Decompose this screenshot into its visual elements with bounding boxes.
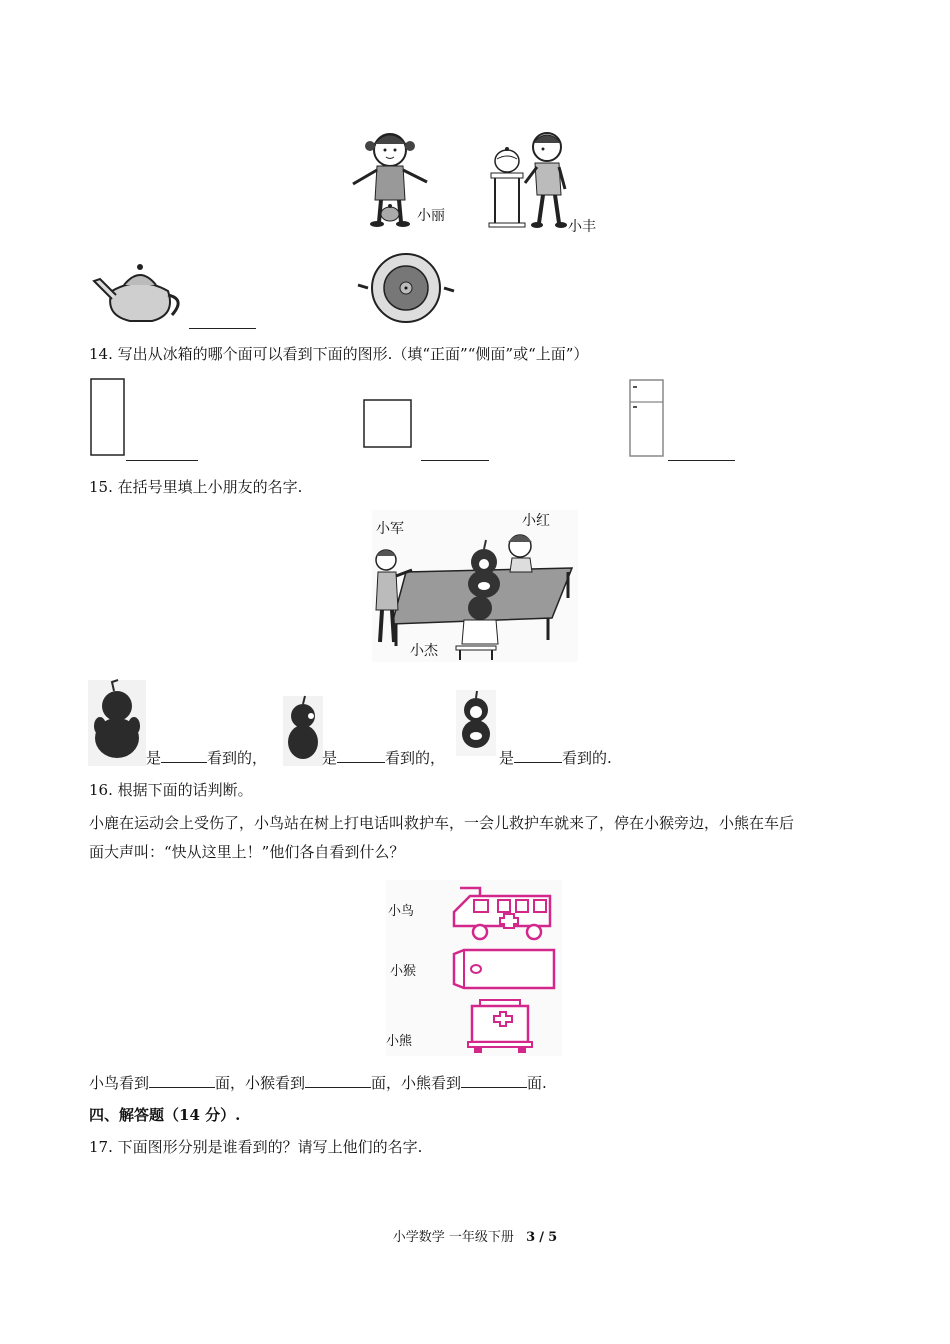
q15-question: 15. 在括号里填上小朋友的名字. — [89, 478, 303, 496]
label-xiaohong: 小红 — [522, 513, 550, 529]
label-bear: 小熊 — [386, 1034, 413, 1049]
q15-answer-row-1: 是 看到的， — [146, 749, 268, 767]
q16-answer-row: 小鸟看到 面，小猴看到 面，小熊看到 面. — [89, 1074, 547, 1092]
label-monkey: 小猴 — [390, 964, 417, 979]
teapot-side-view-image — [90, 255, 190, 327]
label-xiaojie: 小杰 — [410, 643, 438, 659]
q15-answer-blank-2[interactable] — [337, 748, 385, 763]
footer-subject: 小学数学 一年级下册 — [392, 1230, 514, 1245]
doll-side-view-silhouette — [283, 696, 323, 766]
label-bird: 小鸟 — [388, 904, 415, 919]
footer-separator: / — [539, 1230, 545, 1245]
fridge-side-face-shape — [628, 378, 668, 458]
doll-back-view-silhouette — [88, 680, 146, 766]
ambulance-side-view-image — [450, 882, 560, 944]
footer-page-number: 3 — [526, 1230, 536, 1245]
footer-total-pages: 5 — [548, 1230, 558, 1245]
q13-answer-blank[interactable] — [189, 314, 256, 329]
q16-story-line-2: 面大声叫：“快从这里上！”他们各自看到什么？ — [89, 843, 405, 861]
q14-answer-blank-2[interactable] — [421, 446, 489, 461]
teapot-top-view-image — [358, 252, 454, 322]
label-xiaoli: 小丽 — [417, 208, 445, 224]
label-xiaojun: 小军 — [376, 521, 404, 537]
q15-answer-row-3: 是 看到的. — [499, 749, 612, 767]
page-footer — [0, 1226, 950, 1245]
section-4-heading: 四、解答题（14 分）. — [89, 1106, 241, 1124]
ambulance-back-view-image — [466, 998, 536, 1054]
q14-answer-blank-3[interactable] — [668, 446, 735, 461]
q15-answer-blank-1[interactable] — [161, 748, 207, 763]
q15-answer-row-2: 是 看到的， — [322, 749, 446, 767]
q14-question: 14. 写出从冰箱的哪个面可以看到下面的图形.（填“正面”“侧面”或“上面”） — [89, 345, 589, 363]
q14-answer-blank-1[interactable] — [126, 446, 198, 461]
q16-answer-blank-monkey[interactable] — [305, 1073, 371, 1088]
q16-answer-blank-bear[interactable] — [461, 1073, 527, 1088]
doll-front-view-silhouette — [456, 690, 496, 756]
q16-question: 16. 根据下面的话判断。 — [89, 781, 253, 799]
ambulance-top-view-image — [450, 948, 560, 992]
label-xiaofeng: 小丰 — [568, 219, 596, 235]
q17-question: 17. 下面图形分别是谁看到的？请写上他们的名字. — [89, 1138, 423, 1156]
girl-with-teapot-illustration — [345, 122, 465, 232]
q16-story-line-1: 小鹿在运动会上受伤了，小鸟站在树上打电话叫救护车，一会儿救护车就来了，停在小猴旁边，小熊在车后 — [89, 814, 795, 832]
q15-answer-blank-3[interactable] — [514, 748, 562, 763]
fridge-front-face-shape — [89, 377, 129, 457]
fridge-top-face-shape — [362, 398, 414, 450]
q16-answer-blank-bird[interactable] — [149, 1073, 215, 1088]
